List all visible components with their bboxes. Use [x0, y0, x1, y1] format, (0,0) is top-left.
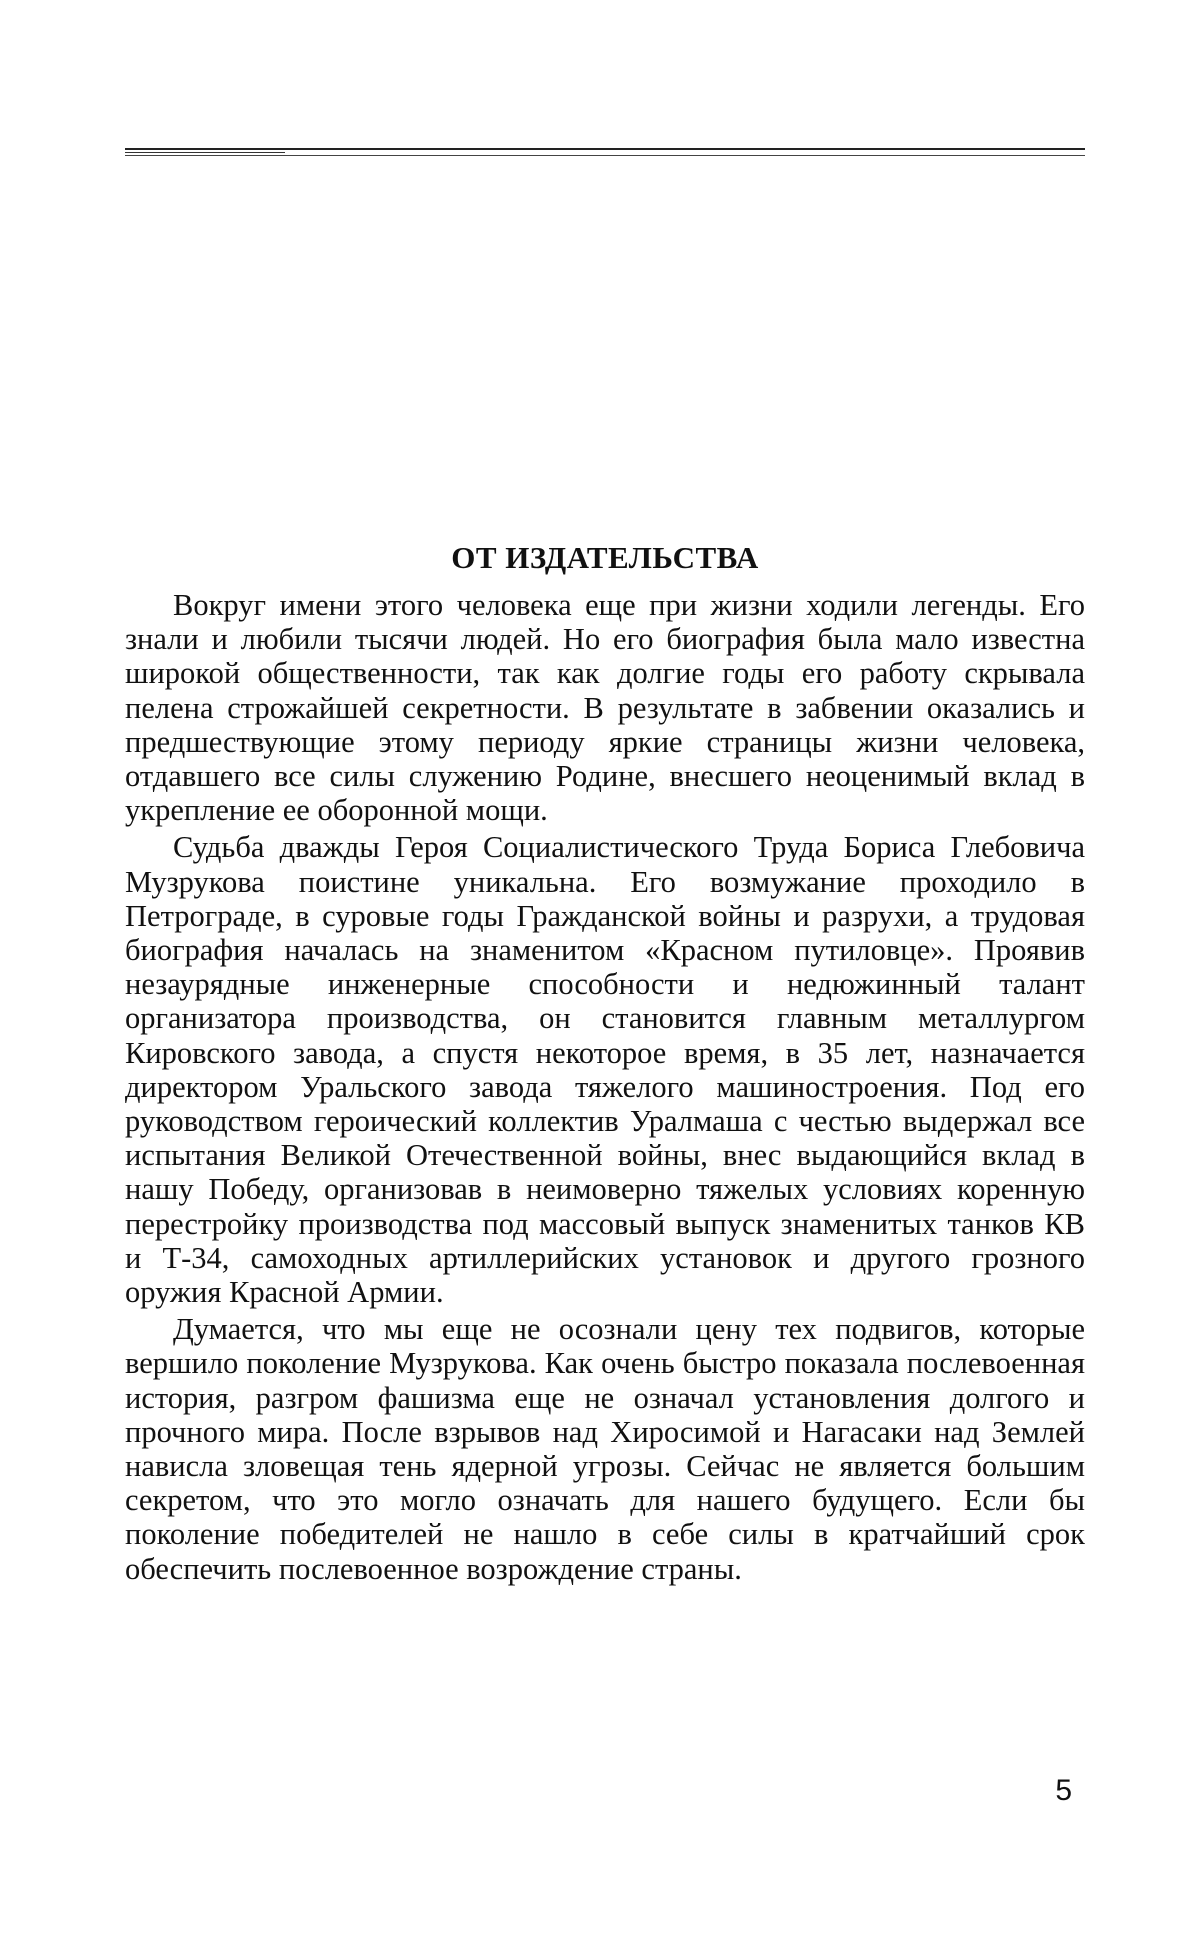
section-title: ОТ ИЗДАТЕЛЬСТВА — [451, 539, 759, 575]
header-rule-accent — [125, 152, 285, 153]
paragraph: Судьба дважды Героя Социалистического Труда Бориса Глебовича Музрукова поистине уникальна. Его возмужание проходило в Петрограде, в суровые годы Гражданской войны и разрухи, а трудовая биография началась на знаменитом «Красном путиловце». Проявив незаурядные инженерные способности и недюжинный талант организатора производства, он становится главным металлургом Кировского завода, а спустя некоторое время, в 35 лет, назначается директором Уральского завода тяжелого машиностроения. Под его руководством героический коллектив Уралмаша с честью выдержал все испытания Великой Отечественной войны, внес выдающийся вклад в нашу Победу, организовав в неимоверно тяжелых условиях коренную перестройку производства под массовый выпуск знаменитых танков КВ и Т-34, самоходных артиллерийских установок и другого грозного оружия Красной Армии. — [125, 830, 1085, 1310]
paragraph: Вокруг имени этого человека еще при жизни ходили легенды. Его знали и любили тысячи людей. Но его биография была мало известна широкой общественности, так как долгие годы его работу скрывала пелена строжайшей секретности. В результате в забвении оказались и предшествующие этому периоду яркие страницы жизни человека, отдавшего все силы служению Родине, внесшего неоценимый вклад в укрепление ее оборонной мощи. — [125, 588, 1085, 828]
page-number: 5 — [1055, 1774, 1072, 1807]
body-text — [125, 588, 1085, 1589]
header-rule-thin — [125, 155, 1085, 156]
header-rule — [125, 148, 1085, 150]
paragraph: Думается, что мы еще не осознали цену тех подвигов, которые вершило поколение Музрукова. Как очень быстро показала послевоенная история, разгром фашизма еще не означал установления долгого и прочного мира. После взрывов над Хиросимой и Нагасаки над Землей нависла зловещая тень ядерной угрозы. Сейчас не является большим секретом, что это могло означать для нашего будущего. Если бы поколение победителей не нашло в себе силы в кратчайший срок обеспечить послевоенное возрождение страны. — [125, 1312, 1085, 1586]
